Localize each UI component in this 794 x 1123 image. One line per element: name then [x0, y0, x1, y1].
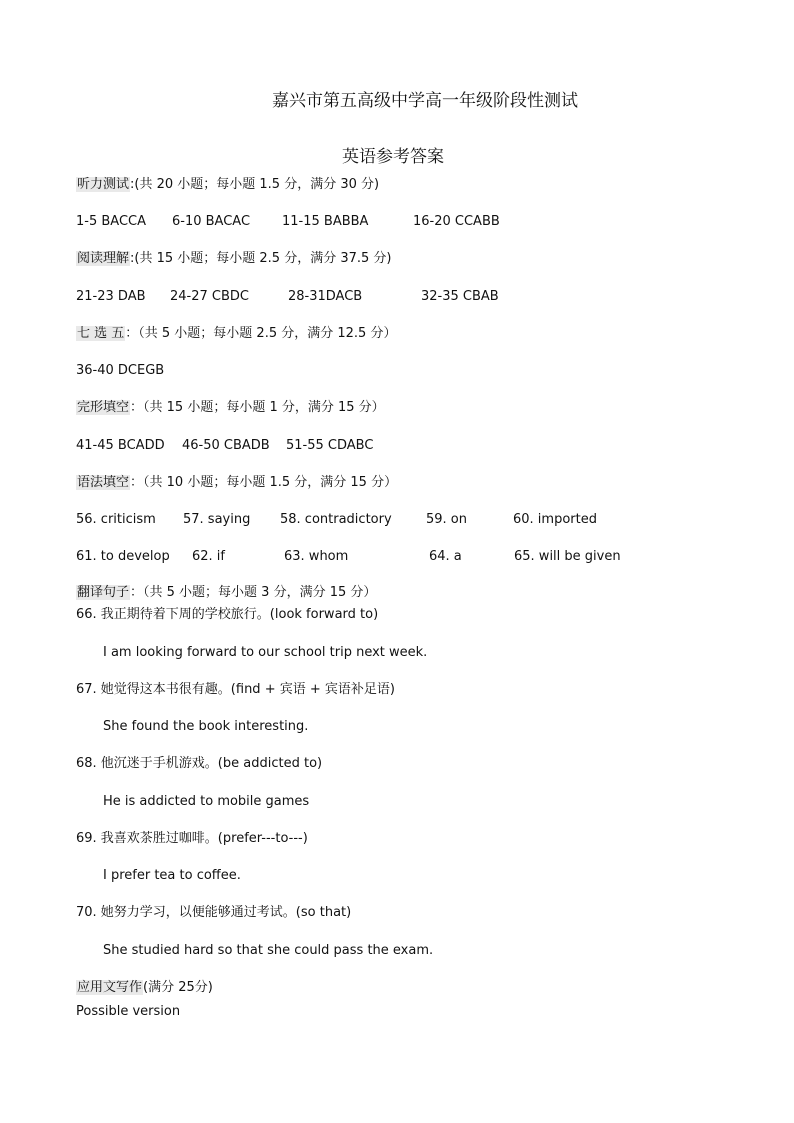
- grammar-answer: 62. if: [192, 549, 225, 564]
- listening-answer: 11-15 BABBA: [282, 214, 369, 229]
- writing-label: 应用文写作: [77, 980, 143, 995]
- grammar-answer: 58. contradictory: [280, 512, 392, 527]
- reading-section-header: [76, 250, 392, 268]
- writing-note: Possible version: [76, 1004, 181, 1019]
- translation-question: 66. 我正期待着下周的学校旅行。(look forward to): [76, 607, 379, 622]
- seven-five-section-header: [76, 325, 396, 343]
- translation-question: 68. 他沉迷于手机游戏。(be addicted to): [76, 756, 323, 771]
- listening-section-header: [76, 176, 379, 194]
- grammar-label: 语法填空: [77, 475, 130, 490]
- reading-answer: 28-31DACB: [288, 289, 363, 304]
- translation-label: 翻译句子: [77, 585, 130, 600]
- school-title: 嘉兴市第五高级中学高一年级阶段性测试: [272, 91, 578, 111]
- grammar-answer: 61. to develop: [76, 549, 170, 564]
- reading-label: 阅读理解: [77, 251, 130, 266]
- reading-answer: 21-23 DAB: [76, 289, 146, 304]
- translation-answer: I prefer tea to coffee.: [103, 868, 241, 883]
- cloze-section-header: [76, 399, 385, 417]
- listening-label: 听力测试: [77, 177, 130, 192]
- listening-desc: :(共 20 小题；每小题 1.5 分，满分 30 分): [130, 177, 380, 192]
- translation-answer: She found the book interesting.: [103, 719, 309, 734]
- cloze-answer: 46-50 CBADB: [182, 438, 270, 453]
- grammar-section-header: [76, 474, 397, 492]
- reading-desc: :(共 15 小题；每小题 2.5 分，满分 37.5 分): [130, 251, 392, 266]
- listening-answer: 16-20 CCABB: [413, 214, 500, 229]
- cloze-label: 完形填空: [77, 400, 130, 415]
- writing-section-header: [76, 979, 213, 997]
- cloze-answer: 51-55 CDABC: [286, 438, 374, 453]
- translation-question: 67. 她觉得这本书很有趣。(find + 宾语 + 宾语补足语): [76, 682, 395, 697]
- grammar-answer: 56. criticism: [76, 512, 156, 527]
- reading-answer: 32-35 CBAB: [421, 289, 499, 304]
- grammar-answer: 64. a: [429, 549, 462, 564]
- translation-answer: She studied hard so that she could pass the exam.: [103, 943, 434, 958]
- translation-question: 70. 她努力学习，以便能够通过考试。(so that): [76, 905, 352, 920]
- translation-answer: I am looking forward to our school trip next week.: [103, 645, 428, 660]
- grammar-answer: 65. will be given: [514, 549, 621, 564]
- translation-section-header: [76, 584, 376, 602]
- grammar-answer: 57. saying: [183, 512, 251, 527]
- translation-answer: He is addicted to mobile games: [103, 794, 310, 809]
- reading-answer: 24-27 CBDC: [170, 289, 249, 304]
- grammar-answer: 59. on: [426, 512, 467, 527]
- listening-answer: 6-10 BACAC: [172, 214, 251, 229]
- cloze-desc: ：（共 15 小题；每小题 1 分，满分 15 分）: [130, 400, 385, 415]
- grammar-answer: 63. whom: [284, 549, 349, 564]
- listening-answer: 1-5 BACCA: [76, 214, 146, 229]
- seven-five-label: 七 选 五: [77, 326, 125, 341]
- answer-key-title: 英语参考答案: [342, 147, 444, 167]
- translation-question: 69. 我喜欢茶胜过咖啡。(prefer---to---): [76, 831, 308, 846]
- translation-desc: ：（共 5 小题；每小题 3 分，满分 15 分）: [130, 585, 377, 600]
- seven-five-desc: ：（共 5 小题；每小题 2.5 分，满分 12.5 分）: [125, 326, 397, 341]
- cloze-answer: 41-45 BCADD: [76, 438, 165, 453]
- writing-desc: (满分 25分): [143, 980, 213, 995]
- grammar-answer: 60. imported: [513, 512, 597, 527]
- seven-five-answer: 36-40 DCEGB: [76, 363, 165, 378]
- grammar-desc: ：（共 10 小题；每小题 1.5 分，满分 15 分）: [130, 475, 398, 490]
